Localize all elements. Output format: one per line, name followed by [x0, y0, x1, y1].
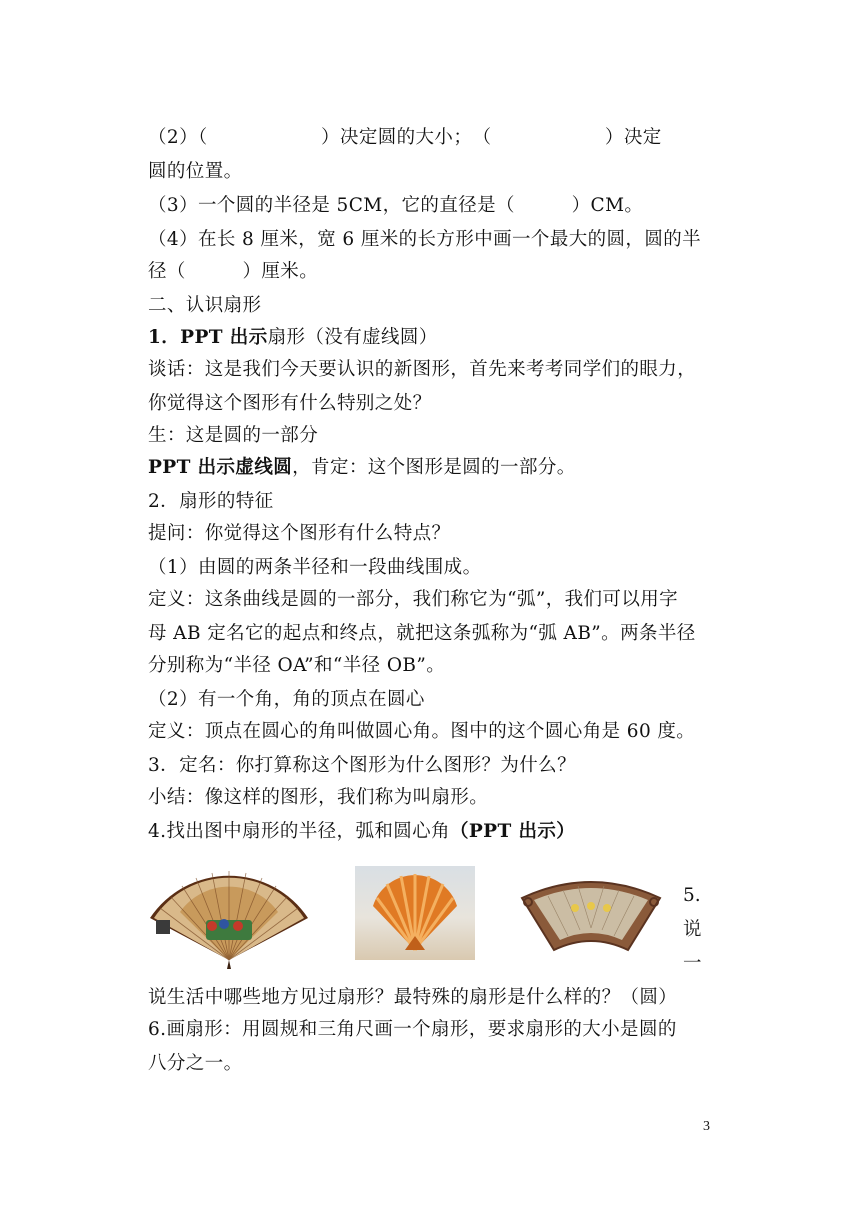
- folding-fan-image: [148, 868, 310, 970]
- text-line: 圆的位置。: [148, 161, 243, 182]
- text-line: 分别称为“半径 OA”和“半径 OB”。: [148, 655, 446, 676]
- text-line: （2）（ ）决定圆的大小； （ ）决定: [148, 127, 662, 148]
- text-line: 八分之一。: [148, 1053, 243, 1074]
- side-text: 说: [683, 919, 702, 940]
- text-line: （2）有一个角，角的顶点在圆心: [148, 689, 425, 710]
- text-line: （4）在长 8 厘米，宽 6 厘米的长方形中画一个最大的圆，圆的半: [148, 229, 702, 250]
- text-line: （1）由圆的两条半径和一段曲线围成。: [148, 557, 482, 578]
- ppt-line-bold: 1．PPT 出示: [148, 327, 268, 348]
- page-number: 3: [703, 1119, 710, 1134]
- text-line: 你觉得这个图形有什么特别之处？: [148, 393, 432, 414]
- text-line: 2．扇形的特征: [148, 491, 274, 512]
- carved-frame-image: [518, 874, 664, 954]
- find-line-text: 4.找出图中扇形的半径，弧和圆心角: [148, 821, 450, 842]
- ppt-circle-rest: ，肯定：这个图形是圆的一部分。: [292, 457, 576, 478]
- seashell-image: [355, 866, 475, 960]
- ppt-circle-bold: PPT 出示虚线圆: [148, 457, 293, 478]
- text-line: 定义：顶点在圆心的角叫做圆心角。图中的这个圆心角是 60 度。: [148, 721, 696, 742]
- text-line: 提问：你觉得这个图形有什么特点？: [148, 523, 451, 544]
- text-line: 径（ ）厘米。: [148, 261, 319, 282]
- side-text: 一: [683, 953, 702, 974]
- find-line: [148, 820, 575, 844]
- section-heading: 二、认识扇形: [148, 295, 262, 316]
- text-line: 说生活中哪些地方见过扇形？最特殊的扇形是什么样的？（圆）: [148, 987, 678, 1008]
- ppt-line-rest: 扇形（没有虚线圆）: [267, 327, 438, 348]
- text-line: 小结：像这样的图形，我们称为叫扇形。: [148, 787, 489, 808]
- side-text: 5.: [683, 885, 701, 906]
- text-line: 定义：这条曲线是圆的一部分，我们称它为“弧”，我们可以用字: [148, 589, 679, 610]
- text-line: （3）一个圆的半径是 5CM，它的直径是（ ）CM。: [148, 195, 644, 216]
- text-line: 3．定名：你打算称这个图形为什么图形？为什么？: [148, 755, 576, 776]
- ppt-circle-line: [148, 456, 576, 480]
- text-line: 生：这是圆的一部分: [148, 425, 319, 446]
- text-line: 6.画扇形：用圆规和三角尺画一个扇形，要求扇形的大小是圆的: [148, 1019, 677, 1040]
- ppt-line: [148, 326, 438, 350]
- find-line-bold: （PPT 出示）: [449, 821, 576, 842]
- text-line: 母 AB 定名它的起点和终点，就把这条弧称为“弧 AB”。两条半径: [148, 623, 696, 644]
- text-line: 谈话：这是我们今天要认识的新图形，首先来考考同学们的眼力，: [148, 359, 697, 380]
